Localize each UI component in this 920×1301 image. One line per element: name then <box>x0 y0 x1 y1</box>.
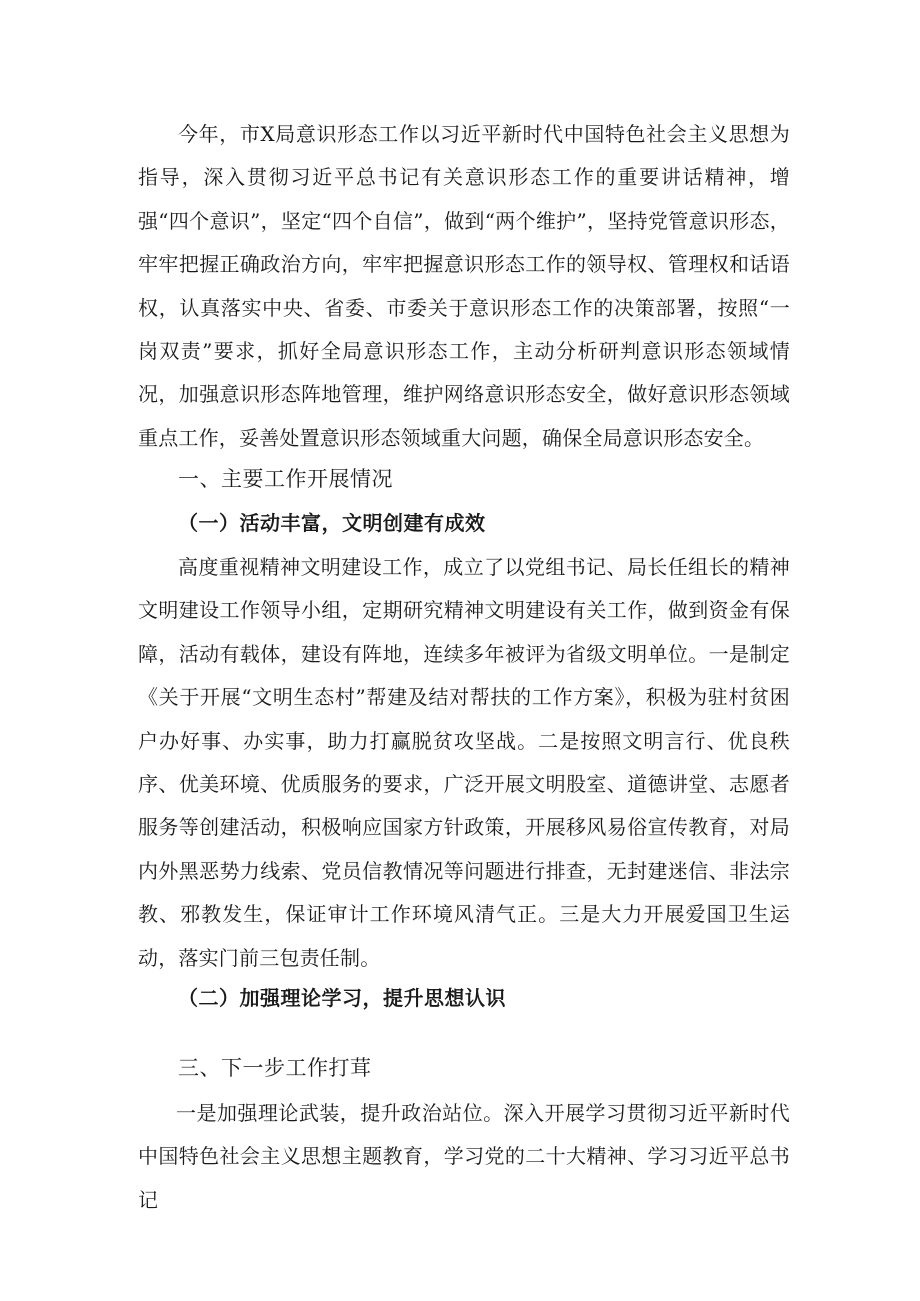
section-3-heading: 三、下一步工作打茸 <box>178 1056 372 1080</box>
section-1-subheading-1: （一）活动丰富，文明创建有成效 <box>178 511 486 535</box>
intro-paragraph: 今年，市X局意识形态工作以习近平新时代中国特色社会主义思想为指导，深入贯彻习近平总书记有关意识形态工作的重要讲话精神，增强“四个意识”，坚定“四个自信”，做到“两个维护”，坚持党管意识形态，牢牢把握正确政治方向，牢牢把握意识形态工作的领导权、管理权和话语权，认真落实中央、省委、市委关于意识形态工作的决策部署，按照“一岗双责”要求，抓好全局意识形态工作，主动分析研判意识形态领域情况，加强意识形态阵地管理，维护网络意识形态安全，做好意识形态领域重点工作，妥善处置意识形态领域重大问题，确保全局意识形态安全。 <box>138 122 790 450</box>
section-3-paragraph: 一是加强理论武装，提升政治站位。深入开展学习贯彻习近平新时代中国特色社会主义思想主题教育，学习党的二十大精神、学习习近平总书记 <box>138 1101 790 1212</box>
section-1-heading: 一、主要工作开展情况 <box>178 467 393 491</box>
section-1-subsection-1-paragraph: 高度重视精神文明建设工作，成立了以党组书记、局长任组长的精神文明建设工作领导小组，定期研究精神文明建设有关工作，做到资金有保障，活动有载体，建设有阵地，连续多年被评为省级文明单位。一是制定《关于开展“文明生态村”帮建及结对帮扶的工作方案》，积极为驻村贫困户办好事、办实事，助力打赢脱贫攻坚战。二是按照文明言行、优良秩序、优美环境、优质服务的要求，广泛开展文明股室、道德讲堂、志愿者服务等创建活动，积极响应国家方针政策，开展移风易俗宣传教育，对局内外黑恶势力线索、党员信教情况等问题进行排查，无封建迷信、非法宗教、邪教发生，保证审计工作环境风清气正。三是大力开展爱国卫生运动，落实门前三包责任制。 <box>138 555 790 970</box>
section-1-subheading-2: （二）加强理论学习，提升思想认识 <box>178 986 506 1010</box>
